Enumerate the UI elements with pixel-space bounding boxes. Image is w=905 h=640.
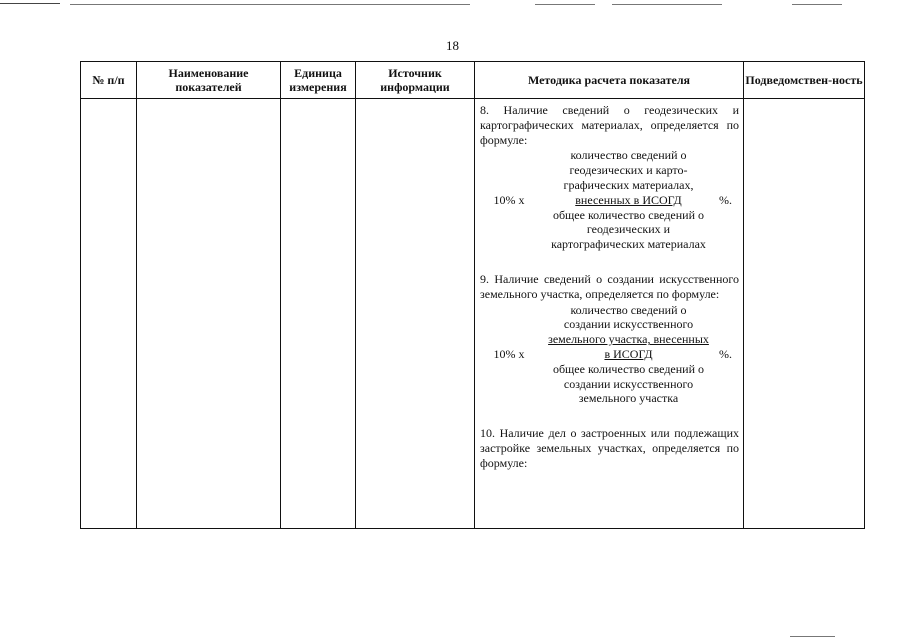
scan-edge-line [70, 4, 470, 5]
denominator-line: общее количество сведений о [552, 361, 705, 376]
denominator-line: геодезических и [586, 222, 671, 237]
numerator-line: графических материалах, [563, 177, 694, 192]
denominator-line: создании искусственного [563, 376, 694, 391]
numerator-line: земельного участка, внесенных [548, 332, 709, 347]
numerator-line: в ИСОГД [604, 346, 653, 361]
scan-edge-line [535, 4, 595, 5]
table-row [81, 99, 865, 529]
col-header-num: № п/п [81, 62, 137, 99]
cell-unit [281, 99, 356, 529]
item-9-text: 9. Наличие сведений о создании искусственного земельного участка, определяется по формуле: [480, 271, 739, 301]
numerator-line: внесенных в ИСОГД [575, 192, 682, 207]
col-header-dept: Подведомствен-ность [744, 62, 865, 99]
scan-edge-line [790, 636, 835, 637]
numerator-line: создании искусственного [563, 317, 694, 332]
denominator-line: земельного участка [578, 391, 679, 406]
numerator-line: количество сведений о [570, 148, 687, 163]
header-row [81, 62, 865, 99]
cell-num [81, 99, 137, 529]
numerator-line: геодезических и карто- [569, 163, 688, 178]
col-header-unit: Единица измерения [281, 62, 356, 99]
col-header-name: Наименование показателей [137, 62, 281, 99]
scan-edge-line [792, 4, 842, 5]
col-header-source: Источник информации [356, 62, 475, 99]
scan-edge-line [0, 3, 60, 4]
scan-edge-line [612, 4, 722, 5]
indicator-table [80, 61, 865, 529]
cell-method [475, 99, 744, 529]
formula-multiplier: 10% х [493, 346, 525, 361]
cell-name [137, 99, 281, 529]
item-10-text: 10. Наличие дел о застроенных или подлежащих застройке земельных участках, определяется по формуле: [480, 426, 739, 470]
numerator-line: количество сведений о [570, 302, 687, 317]
formula-fraction [538, 148, 719, 252]
denominator-line: общее количество сведений о [552, 207, 705, 222]
item-8-text: 8. Наличие сведений о геодезических и картографических материалах, определяется по формуле: [480, 103, 739, 147]
formula-percent: %. [719, 346, 732, 361]
page-number: 18 [446, 38, 459, 53]
formula-multiplier: 10% х [493, 192, 525, 207]
item-9-formula [480, 303, 739, 407]
cell-dept [744, 99, 865, 529]
denominator-line: картографических материалах [551, 237, 706, 252]
col-header-method: Методика расчета показателя [475, 62, 744, 99]
formula-fraction [538, 303, 719, 407]
item-8-formula [480, 148, 739, 252]
formula-percent: %. [719, 192, 732, 207]
cell-source [356, 99, 475, 529]
